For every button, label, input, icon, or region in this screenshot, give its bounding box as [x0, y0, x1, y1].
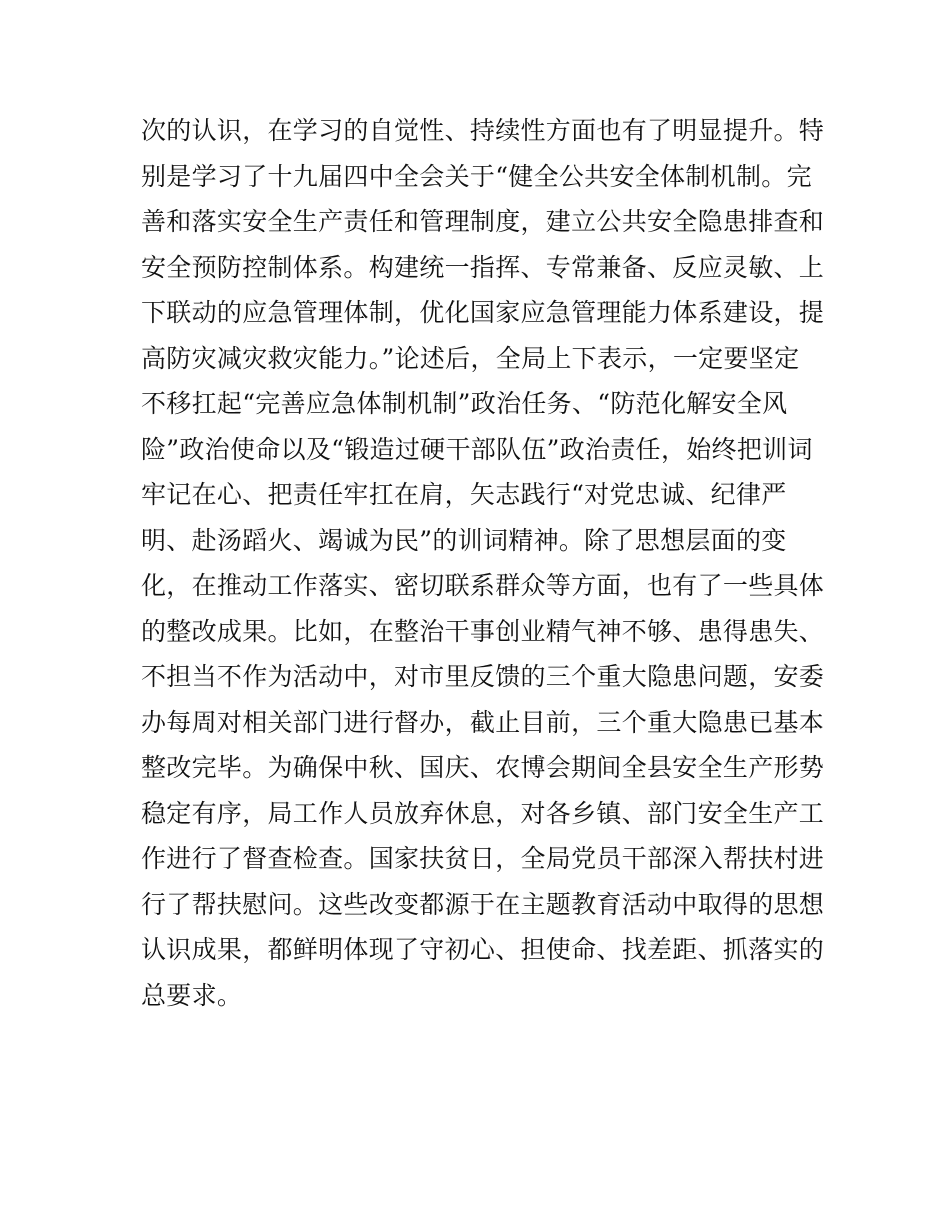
text-line: 行了帮扶慰问。这些改变都源于在主题教育活动中取得的思想: [141, 889, 825, 919]
text-line: 整改完毕。为确保中秋、国庆、农博会期间全县安全生产形势: [141, 753, 825, 782]
text-line: 办每周对相关部门进行督办，截止目前，三个重大隐患已基本: [141, 707, 825, 737]
body-paragraph: [141, 112, 825, 1022]
text-line: 善和落实安全生产责任和管理制度，建立公共安全隐患排查和: [141, 207, 825, 236]
text-line: 总要求。: [141, 980, 243, 1010]
text-line: 化，在推动工作落实、密切联系群众等方面，也有了一些具体: [141, 571, 825, 600]
text-line: 明、赴汤蹈火、竭诚为民”的训词精神。除了思想层面的变: [141, 525, 787, 555]
text-line: 次的认识，在学习的自觉性、持续性方面也有了明显提升。特: [141, 116, 825, 145]
text-line: 不移扛起“完善应急体制机制”政治任务、“防范化解安全风: [141, 389, 788, 418]
text-line: 不担当不作为活动中，对市里反馈的三个重大隐患问题，安委: [141, 662, 825, 691]
text-line: 牢记在心、把责任牢扛在肩，矢志践行“对党忠诚、纪律严: [141, 480, 787, 509]
text-line: 稳定有序，局工作人员放弃休息，对各乡镇、部门安全生产工: [141, 798, 825, 828]
text-line: 别是学习了十九届四中全会关于“健全公共安全体制机制。完: [141, 161, 812, 191]
text-line: 的整改成果。比如，在整治干事创业精气神不够、患得患失、: [141, 616, 825, 646]
text-line: 高防灾减灾救灾能力。”论述后，全局上下表示，一定要坚定: [141, 343, 800, 373]
text-line: 作进行了督查检查。国家扶贫日，全局党员干部深入帮扶村进: [141, 844, 825, 873]
text-line: 安全预防控制体系。构建统一指挥、专常兼备、反应灵敏、上: [141, 252, 825, 282]
text-line: 下联动的应急管理体制，优化国家应急管理能力体系建设，提: [141, 298, 825, 327]
text-line: 险”政治使命以及“锻造过硬干部队伍”政治责任，始终把训词: [141, 434, 813, 464]
text-line: 认识成果，都鲜明体现了守初心、担使命、找差距、抓落实的: [141, 935, 825, 964]
